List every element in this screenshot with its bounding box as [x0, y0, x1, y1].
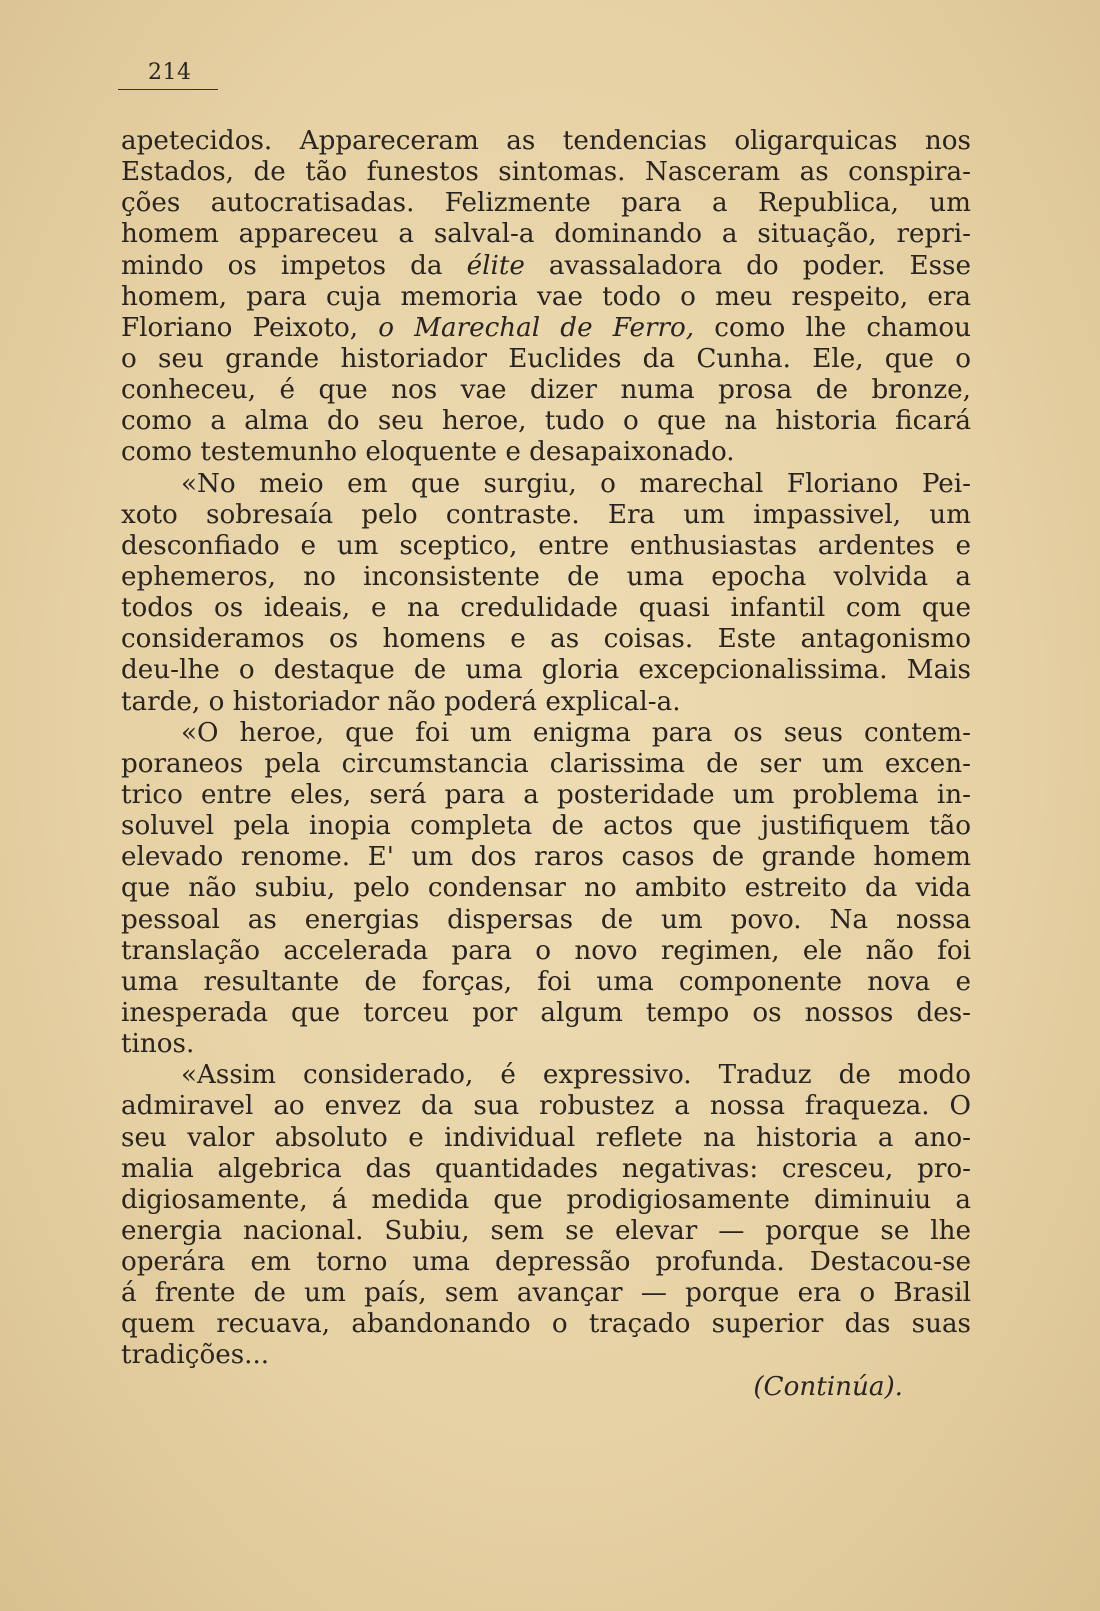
text-segment: Estados, de tão funestos sintomas. Nasceram as conspira- [121, 157, 971, 188]
text-line [121, 967, 971, 998]
header-rule [118, 89, 218, 90]
text-segment: trico entre eles, será para a posteridade um problema in- [121, 779, 971, 810]
continuation-note: (Continúa). [753, 1371, 903, 1402]
text-line [121, 126, 971, 157]
text-segment: soluvel pela inopia completa de actos que justifiquem tão [121, 811, 971, 842]
italic-text: o Marechal de Ferro, [378, 312, 695, 343]
text-line [121, 1278, 971, 1309]
text-segment: consideramos os homens e as coisas. Este antagonismo [121, 624, 971, 655]
text-segment: que não subiu, pelo condensar no ambito estreito da vida [121, 873, 971, 904]
text-line [121, 780, 971, 811]
text-segment: desconfiado e um sceptico, entre enthusiastas ardentes e [121, 530, 971, 561]
text-line [121, 531, 971, 562]
text-line [121, 437, 971, 468]
text-segment: como lhe chamou [694, 312, 971, 343]
text-line [121, 1029, 971, 1060]
text-line [121, 1123, 971, 1154]
text-segment: apetecidos. Appareceram as tendencias oligarquicas nos [121, 126, 971, 156]
text-line [121, 1060, 971, 1091]
text-line [121, 1309, 971, 1340]
text-line [121, 1185, 971, 1216]
page-number: 214 [148, 60, 192, 85]
text-line [121, 998, 971, 1029]
text-line [121, 1216, 971, 1247]
text-segment: tinos. [121, 1029, 195, 1060]
text-line [121, 500, 971, 531]
text-segment: pessoal as energias dispersas de um povo. Na nossa [121, 904, 971, 935]
text-segment: Floriano Peixoto, [121, 312, 379, 343]
text-line [121, 313, 971, 344]
text-line [121, 873, 971, 904]
text-line [121, 718, 971, 749]
text-line [121, 251, 971, 282]
text-segment: energia nacional. Subiu, sem se elevar — porque se lhe [121, 1215, 971, 1246]
text-segment: poraneos pela circumstancia clarissima de ser um excen- [121, 748, 971, 779]
text-line [121, 188, 971, 219]
text-segment: mindo os impetos da [121, 250, 467, 281]
text-line [121, 842, 971, 873]
text-segment: o seu grande historiador Euclides da Cunha. Ele, que o [121, 343, 971, 374]
text-segment: tarde, o historiador não poderá explical-a. [121, 686, 681, 717]
text-segment: ephemeros, no inconsistente de uma epocha volvida a [121, 561, 971, 592]
text-segment: inesperada que torceu por algum tempo os nossos des- [121, 997, 971, 1028]
text-line [121, 936, 971, 967]
text-line [121, 811, 971, 842]
text-line [121, 469, 971, 500]
text-segment: «O heroe, que foi um enigma para os seus contem- [181, 717, 971, 748]
text-line [121, 282, 971, 313]
text-segment: «Assim considerado, é expressivo. Traduz de modo [181, 1060, 971, 1091]
text-segment: quem recuava, abandonando o traçado superior das suas [121, 1309, 971, 1340]
text-line [121, 157, 971, 188]
text-segment: translação accelerada para o novo regimen, ele não foi [121, 935, 971, 966]
text-segment: «No meio em que surgiu, o marechal Floriano Pei- [181, 468, 971, 499]
text-line [121, 687, 971, 718]
text-segment: elevado renome. E' um dos raros casos de grande homem [121, 842, 971, 873]
text-segment: todos os ideais, e na credulidade quasi infantil com que [121, 593, 971, 624]
text-segment: avassaladora do poder. Esse [524, 250, 971, 281]
text-line [121, 1091, 971, 1122]
text-line [121, 1247, 971, 1278]
text-segment: xoto sobresaía pelo contraste. Era um impassivel, um [121, 499, 971, 530]
text-segment: uma resultante de forças, foi uma componente nova e [121, 966, 971, 997]
text-segment: conheceu, é que nos vae dizer numa prosa de bronze, [121, 375, 971, 406]
text-line [121, 375, 971, 406]
text-segment: tradições... [121, 1340, 270, 1371]
text-line [121, 624, 971, 655]
text-line [121, 1340, 971, 1371]
text-segment: á frente de um país, sem avançar — porque era o Brasil [121, 1278, 971, 1309]
text-segment: deu-lhe o destaque de uma gloria excepcionalissima. Mais [121, 655, 971, 686]
text-segment: digiosamente, á medida que prodigiosamente diminuiu a [121, 1184, 971, 1215]
text-line [121, 905, 971, 936]
italic-text: élite [466, 250, 525, 281]
text-segment: operára em torno uma depressão profunda. Destacou-se [121, 1247, 971, 1278]
text-segment: como a alma do seu heroe, tudo o que na historia ficará [121, 406, 971, 437]
text-line [121, 406, 971, 437]
text-line [121, 1154, 971, 1185]
text-segment: como testemunho eloquente e desapaixonado. [121, 437, 735, 468]
text-segment: ções autocratisadas. Felizmente para a Republica, um [121, 188, 971, 219]
text-segment: homem appareceu a salval-a dominando a situação, repri- [121, 219, 971, 250]
text-line [121, 562, 971, 593]
text-line [121, 749, 971, 780]
text-line [121, 219, 971, 250]
text-segment: homem, para cuja memoria vae todo o meu respeito, era [121, 281, 971, 312]
text-line [121, 344, 971, 375]
text-segment: admiravel ao envez da sua robustez a nossa fraqueza. O [121, 1091, 971, 1122]
text-line [121, 593, 971, 624]
text-segment: malia algebrica das quantidades negativas: cresceu, pro- [121, 1153, 971, 1184]
text-line [121, 655, 971, 686]
text-segment: seu valor absoluto e individual reflete na historia a ano- [121, 1122, 971, 1153]
body-text [121, 126, 971, 1403]
